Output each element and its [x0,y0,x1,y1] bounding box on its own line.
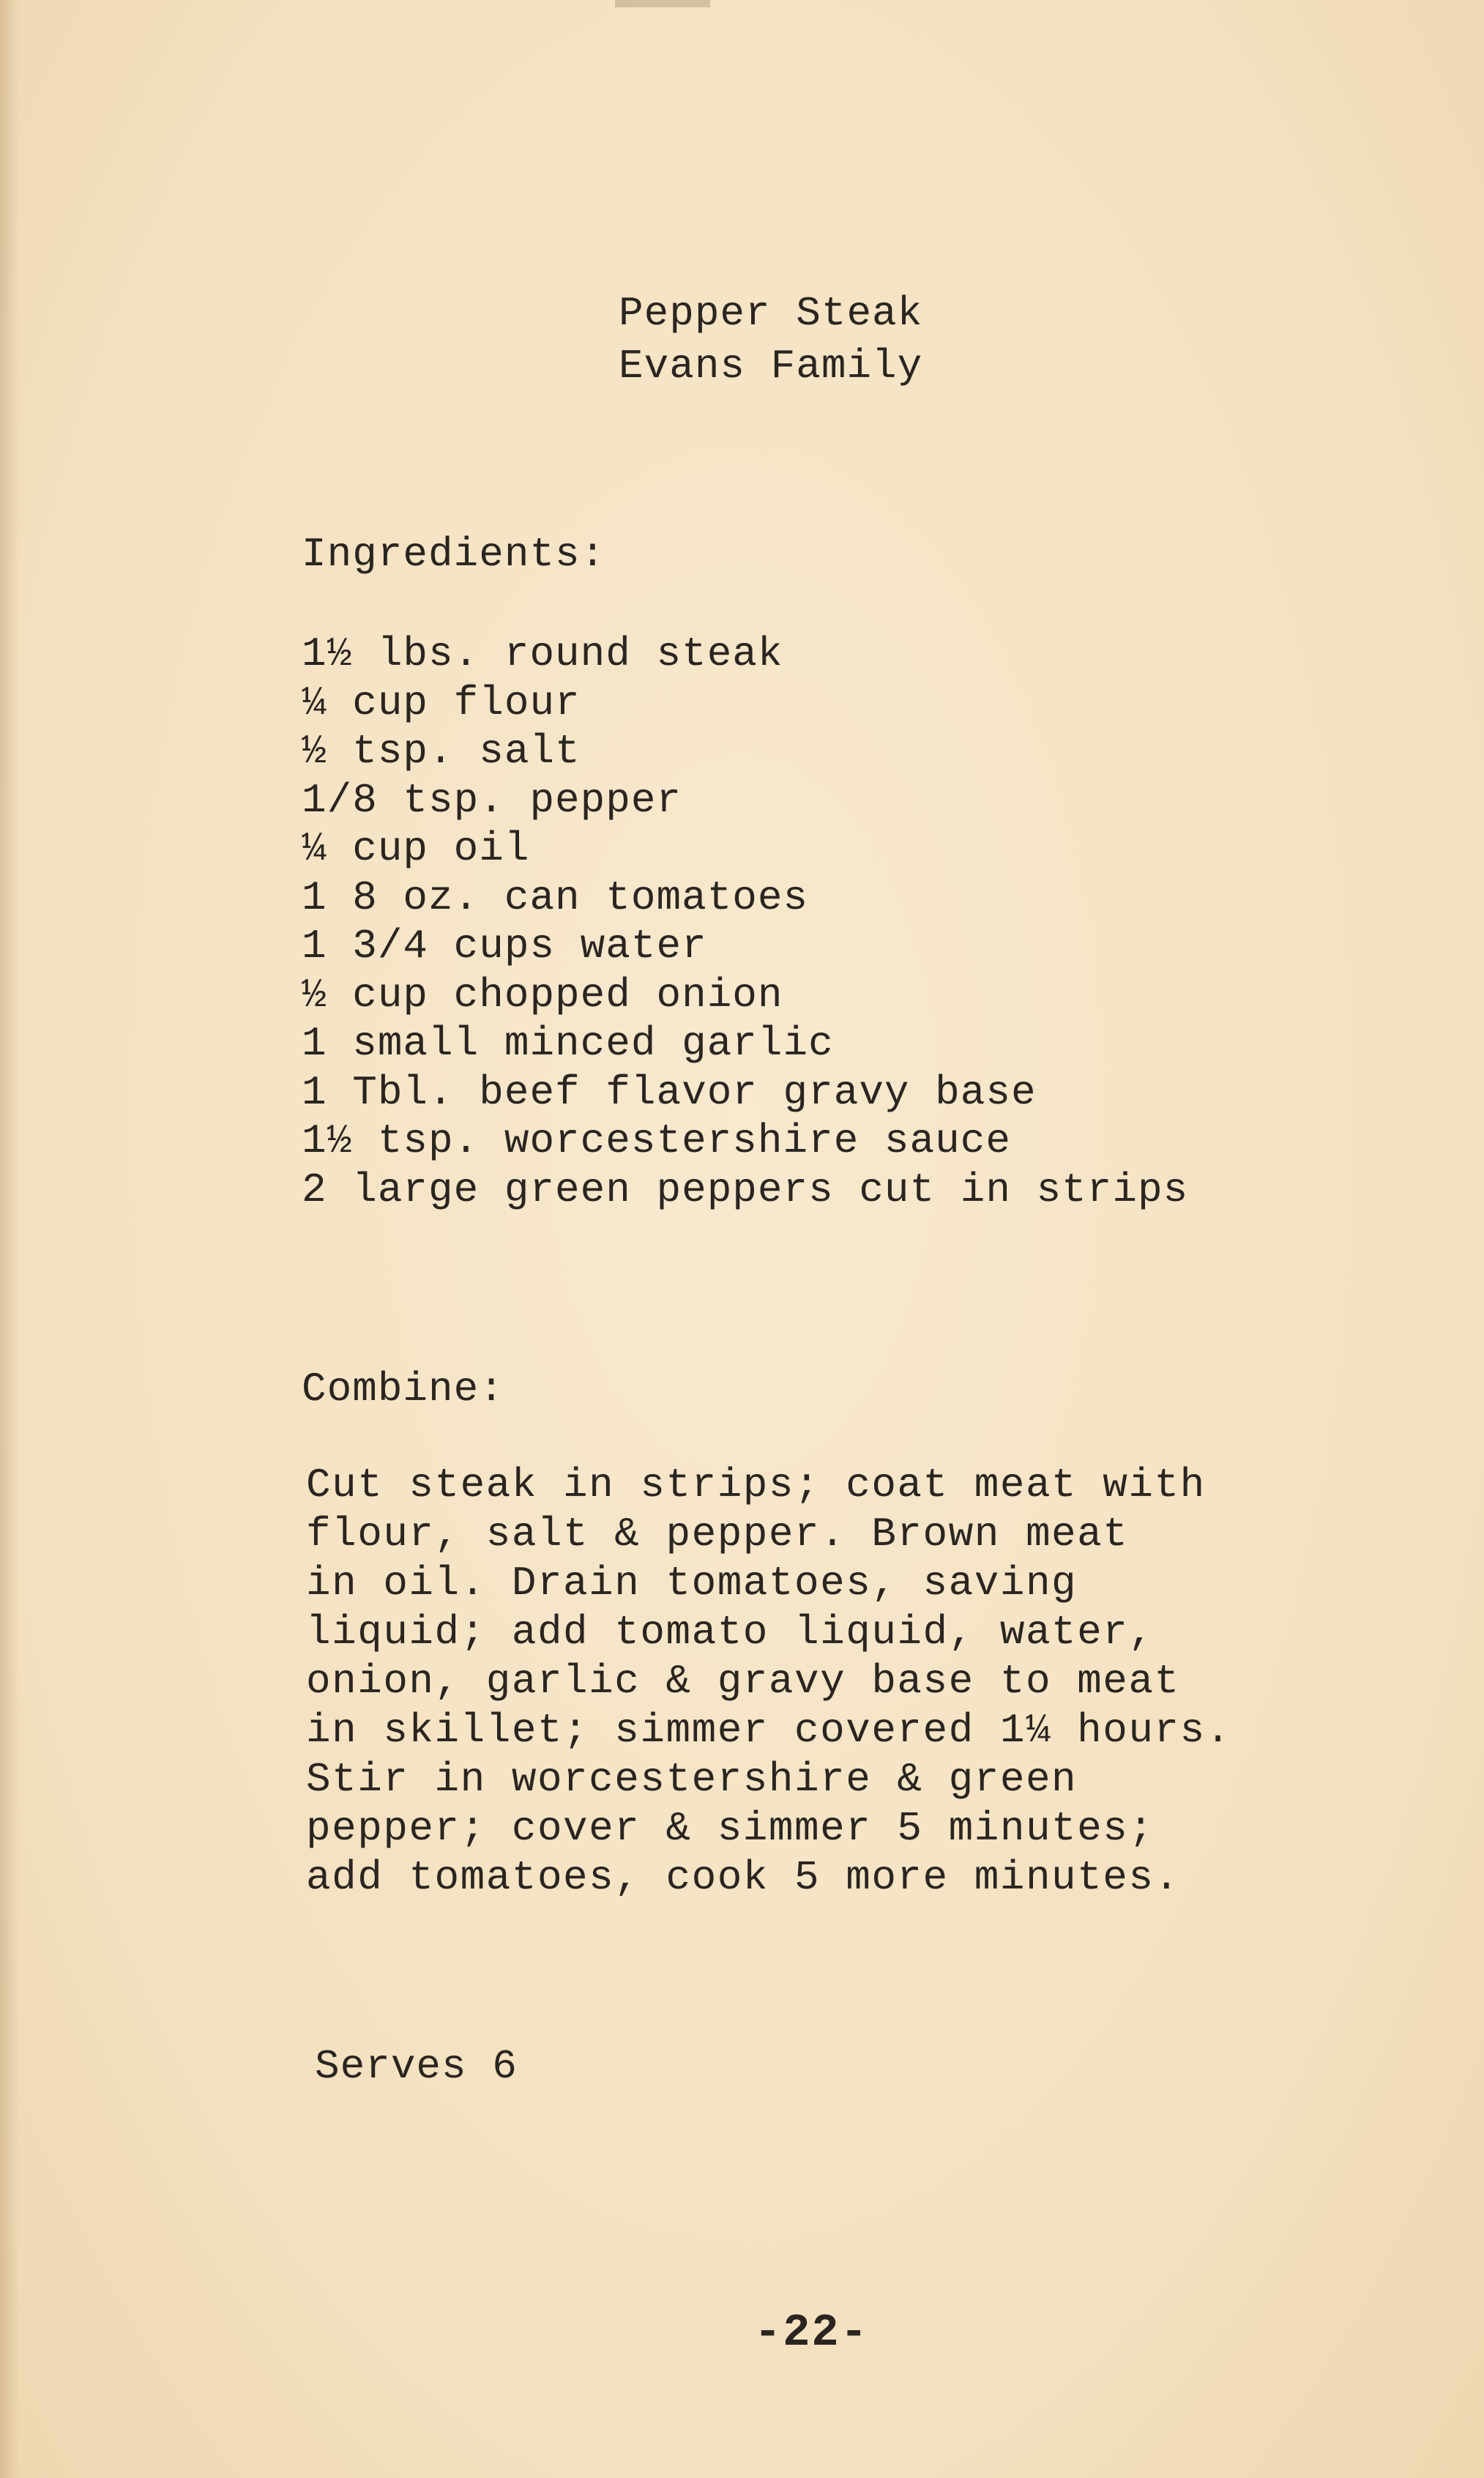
page-edge-shadow [0,0,19,2478]
ingredient-item: 1½ tsp. worcestershire sauce [302,1117,1011,1164]
instructions-list [306,1461,1231,1902]
ingredient-item: ¼ cup flour [302,679,581,726]
instruction-line: add tomatoes, cook 5 more minutes. [306,1854,1180,1901]
recipe-heading [619,287,922,392]
instruction-line: in oil. Drain tomatoes, saving [306,1560,1078,1607]
ingredient-item: ¼ cup oil [302,825,530,872]
instruction-line: Cut steak in strips; coat meat with [306,1462,1206,1508]
ingredient-item: ½ cup chopped onion [302,971,783,1019]
instruction-line: liquid; add tomato liquid, water, [306,1609,1155,1656]
ingredients-heading: Ingredients: [302,531,606,578]
ingredients-list [302,630,1188,1214]
recipe-family: Evans Family [619,343,923,390]
ingredient-item: 1 8 oz. can tomatoes [302,874,809,921]
paper-tab-mark [615,0,710,7]
page-number: -22- [754,2307,869,2359]
instruction-line: in skillet; simmer covered 1¼ hours. [306,1707,1231,1754]
ingredient-item: 2 large green peppers cut in strips [302,1166,1189,1213]
instruction-line: flour, salt & pepper. Brown meat [306,1511,1129,1558]
ingredient-item: 1 Tbl. beef flavor gravy base [302,1068,1037,1116]
serves-note: Serves 6 [315,2043,518,2090]
ingredient-item: ½ tsp. salt [302,728,581,775]
instruction-line: Stir in worcestershire & green [306,1756,1078,1803]
ingredient-item: 1 small minced garlic [302,1020,834,1067]
ingredient-item: 1 3/4 cups water [302,923,707,970]
recipe-title: Pepper Steak [619,290,923,337]
instruction-line: pepper; cover & simmer 5 minutes; [306,1805,1155,1852]
ingredient-item: 1½ lbs. round steak [302,630,783,677]
instruction-line: onion, garlic & gravy base to meat [306,1658,1180,1705]
ingredient-item: 1/8 tsp. pepper [302,776,682,824]
combine-heading: Combine: [302,1366,504,1413]
